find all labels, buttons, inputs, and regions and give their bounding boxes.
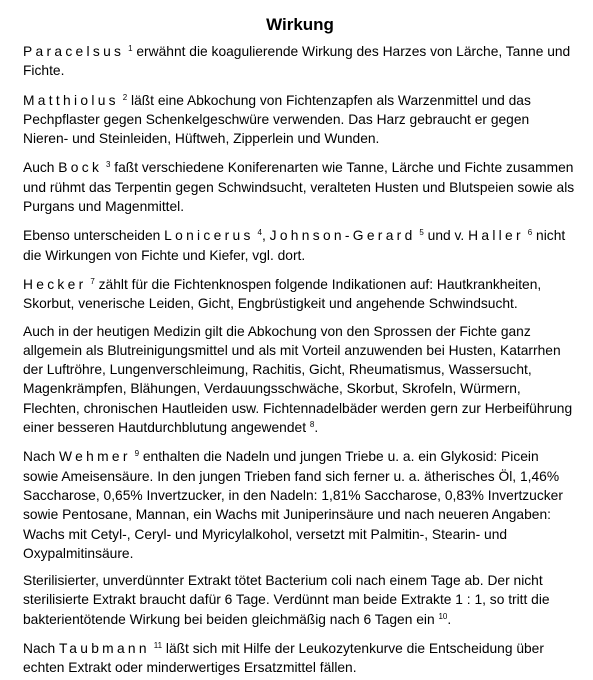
paragraph-text: Sterilisierter, unverdünnter Extrakt tötet Bacterium coli nach einem Tage ab. Der nicht sterilisierte Extrakt braucht dafür 6 Tage. Verdünnt man beide Extrakte 1 : 1, so tritt die bakterientötende Wirkung bei beiden gleichmäßig nach 6 Tagen ein bbox=[23, 573, 550, 627]
paragraph-prefix: Ebenso unterscheiden bbox=[23, 228, 165, 244]
author-name: Lonicerus bbox=[164, 228, 254, 244]
paragraph-bock bbox=[23, 158, 577, 216]
footnote-ref: 1 bbox=[128, 44, 133, 53]
paragraph-modern-medicine bbox=[23, 322, 577, 438]
paragraph-text: erwähnt die koagulierende Wirkung des Harzes von Lärche, Tanne und Fichte. bbox=[23, 44, 571, 79]
paragraph-text: enthalten die Nadeln und jungen Triebe u. a. ein Glykosid: Picein sowie Ameisensäure. In den jungen Trieben fand sich ferner u. a. ätherisches Öl, 1,46% Saccharose, 0,65% Invertzucker, in den Nadeln: 1,81% Saccharose, 0,83% Invertzucker sowie Pentosane, Mannan, ein Wachs mit Juniperinsäure und nach neueren Angaben: Wachs mit Cetyl-, Ceryl- und Myricylalkohol, versetzt mit Palmitin-, Stearin- und Oxypalmitinsäure. bbox=[23, 449, 563, 561]
author-name: Bock bbox=[58, 160, 103, 176]
paragraph-suffix: . bbox=[447, 611, 452, 627]
paragraph-extract bbox=[23, 571, 577, 629]
paragraph-text: zählt für die Fichtenknospen folgende Indikationen auf: Hautkrankheiten, Skorbut, venerische Leiden, Gicht, Engbrüstigkeit und angehende Schwindsucht. bbox=[23, 276, 542, 312]
section-title: Wirkung bbox=[266, 15, 334, 34]
paragraph-text: läßt sich mit Hilfe der Leukozytenkurve die Entscheidung über echten Extrakt oder minderwertiges Ersatzmittel fällen. bbox=[23, 641, 544, 676]
author-name: Matthiolus bbox=[23, 92, 119, 108]
paragraph-text: nicht die Wirkungen von Fichte und Kiefer, vgl. dort. bbox=[23, 228, 566, 263]
paragraph-text: Auch in der heutigen Medizin gilt die Abkochung von den Sprossen der Fichte ganz allgemein als Blutreinigungsmittel und als mit Vorteil anzuwenden bei Husten, Katarrhen der Luftröhre, Lungenverschleimung, Rachitis, Gicht, Rheumatismus, Wassersucht, Magenkrämpfen, Blähungen, Verdauungsschwäche, Skorbut, Skrofeln, Würmern, Flechten, chronischen Hautleiden usw. Fichtennadelbäder werden gern zur Herbeiführung einer besseren Hautdurchblutung angewendet bbox=[23, 323, 573, 436]
paragraph-matthiolus bbox=[23, 91, 577, 149]
footnote-ref: 7 bbox=[90, 276, 95, 286]
paragraph-prefix: Nach bbox=[23, 449, 60, 465]
paragraph-taubmann bbox=[23, 639, 577, 678]
footnote-ref: 4 bbox=[257, 228, 262, 238]
footnote-ref: 10 bbox=[438, 611, 448, 621]
footnote-ref: 11 bbox=[153, 641, 163, 651]
paragraph-lonicerus bbox=[23, 226, 577, 265]
author-name: Johnson-Gerard bbox=[269, 228, 416, 244]
footnote-ref: 5 bbox=[419, 228, 424, 238]
separator-text: und v. bbox=[423, 228, 469, 244]
footnote-ref: 6 bbox=[527, 228, 533, 238]
footnote-ref: 8 bbox=[309, 420, 315, 430]
footnote-ref: 9 bbox=[134, 449, 140, 459]
author-name: Wehmer bbox=[59, 449, 131, 465]
author-name: Paracelsus bbox=[23, 44, 125, 59]
paragraph-text: faßt verschiedene Koniferenarten wie Tanne, Lärche und Fichte zusammen und rühmt das Terpentin gegen Schwindsucht, veralteten Husten und Blutspeien sowie als Purgans und Magenmittel. bbox=[23, 160, 575, 215]
paragraph-suffix: . bbox=[314, 420, 319, 436]
paragraph-prefix: Auch bbox=[23, 160, 59, 176]
author-name: Haller bbox=[468, 228, 524, 244]
author-name: Taubmann bbox=[59, 641, 150, 657]
footnote-ref: 3 bbox=[106, 160, 111, 170]
paragraph-prefix: Nach bbox=[23, 641, 60, 657]
author-name: Hecker bbox=[23, 276, 87, 292]
separator-text: , bbox=[261, 228, 270, 244]
footnote-ref: 2 bbox=[122, 92, 128, 102]
paragraph-paracelsus bbox=[23, 42, 577, 81]
paragraph-text: läßt eine Abkochung von Fichtenzapfen als Warzenmittel und das Pechpflaster gegen Schenkelgeschwüre verwenden. Das Harz gebraucht er gegen Nieren- und Steinleiden, Hüftweh, Zipperlein und Wunden. bbox=[23, 92, 531, 147]
paragraph-wehmer bbox=[23, 447, 577, 563]
paragraph-hecker bbox=[23, 275, 577, 314]
